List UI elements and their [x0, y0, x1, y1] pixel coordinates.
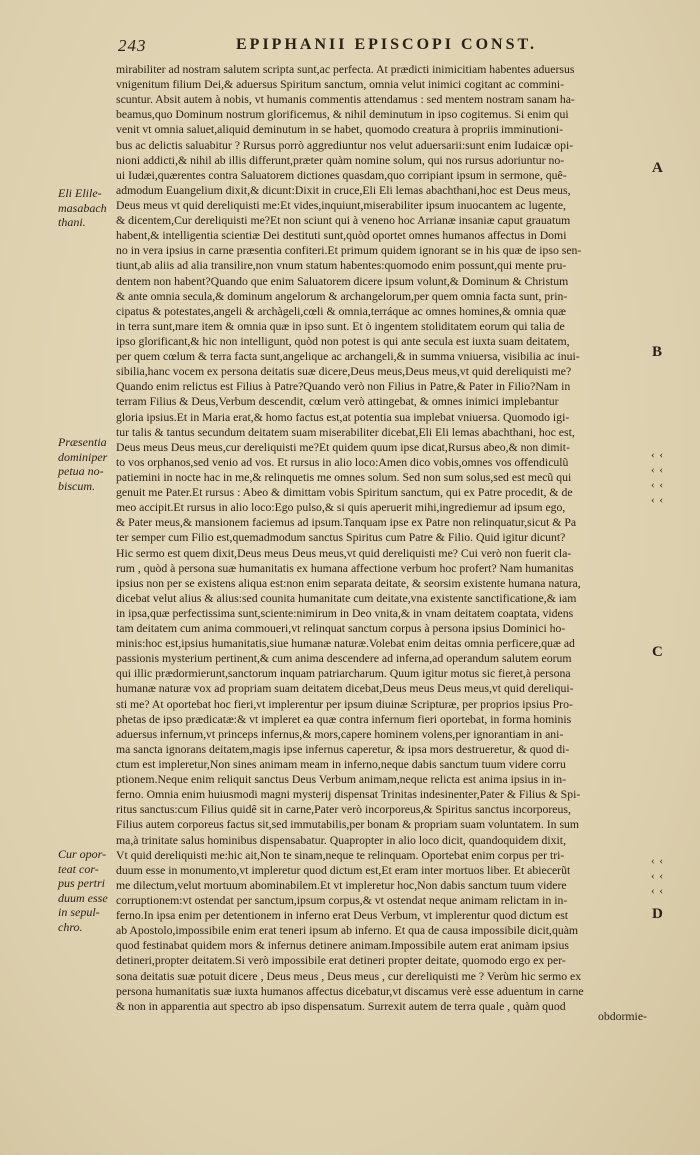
- section-letter-b: B: [652, 344, 663, 360]
- text-line: admodum Euangelium dixit,& dicunt:Dixit in cruce,Eli Eli lemas abachthani,hoc est Deus meus,: [116, 183, 571, 197]
- marginal-note-line: dominiper: [58, 449, 108, 464]
- text-line: ferno. Omnia enim huiusmodi magni mysterij dispensat Trinitas indesinenter,Pater & Filius & Spi-: [116, 788, 581, 802]
- text-line: sona deitatis suæ potuit dicere , Deus meus , Deus meus , cur dereliquisti me ? Verùm hic sermo ex: [116, 969, 582, 983]
- text-line: Vt quid dereliquisti me:hic ait,Non te sinam,neque te relinquam. Oportebat enim corpus per tri-: [116, 848, 565, 862]
- text-line: passionis mysterium pertinent,& cum anima descendere ad inferna,ad operandum salutem eorum: [116, 652, 572, 666]
- text-line: me dilectum,velut mortuum abominabilem.Et vt impleretur hoc,Non dabis sanctum tuum videre: [116, 878, 567, 892]
- text-line: tiunt,ab aliis ad alia transilire,non vnum statum habentes:quomodo enim possunt,qui mente pru-: [116, 259, 567, 273]
- text-line: Filius autem corporeus factus sit,sed immutabilis,per bonam & propriam suam voluntatem. In sum: [116, 818, 580, 832]
- text-line: Quando enim relictus est Filius à Patre?Quando verò non Filius in Patre,& Pater in Filio?Nam in: [116, 380, 571, 394]
- text-line: mirabiliter ad nostram salutem scripta sunt,ac perfecta. At prædicti inimicitiam habentes aduersus: [116, 63, 575, 76]
- text-line: rum , quòd à persona suæ humanitatis ex humana affectione verbum hoc profert? Nam humanitas: [116, 561, 574, 575]
- text-line: tur talis & tantus secundum deitatem suam miserabiliter dicebat,Eli Eli lemas abachthani, hoc est,: [116, 425, 575, 439]
- section-letter-d: D: [652, 906, 663, 922]
- text-line: qui illic prædormierunt,sanctorum inquam patriarcharum. Quum igitur motus sic fieret,à persona: [116, 667, 571, 681]
- text-line: ipso glorificant,& hic non intelligunt, quòd non potest is qui ante secula est iuxta suam deitatem,: [116, 334, 570, 348]
- text-line: terram Filius & Deus,Verbum descendit, cœlum verò attingebat, & omnes inimici implebantur: [116, 395, 559, 409]
- quote-marks-group-2: [651, 854, 664, 899]
- text-line: ui Iudæi,quærentes contra Saluatorem dictiones quasdam,quo corripiant ipsum in sermone, quê-: [116, 168, 567, 182]
- marginal-note-line: thani.: [58, 215, 86, 229]
- text-line: venit vt omnia saluet,aliquid deminutum in se habet, quomodo creatura à propriis imminutioni-: [116, 123, 564, 137]
- text-line: gloria ipsius.Et in Maria erat,& homo factus est,at potentia sua implebat vniuersa. Quomodo igi-: [116, 410, 570, 424]
- marginal-note-line: masabach: [58, 200, 107, 215]
- text-line: & Pater meus,& mansionem faciemus ad ipsum.Tanquam ipse ex Patre non relinquatur,sicut & Pa: [116, 516, 577, 530]
- text-line: genuit me Pater.Et rursus : Abeo & dimittam vobis Spiritum sanctum, qui ex Patre procedit, & de: [116, 486, 573, 500]
- marginal-note-praesentia: [58, 435, 116, 493]
- marginal-note-line: Eli Elile-: [58, 186, 102, 200]
- text-line: ritus sanctus:cum Filius quidê sit in carne,Pater verò incorporeus,& Spiritus sanctus incorporeus,: [116, 803, 571, 817]
- marginal-note-line: petua no-: [58, 464, 104, 478]
- quote-mark: ‹ ‹: [651, 855, 665, 867]
- text-line: meo accipit.Et rursus in alio loco:Ego pulso,& si quis aperuerit mihi,ingrediemur ad ipsum ego,: [116, 501, 566, 515]
- marginal-note-line: biscum.: [58, 478, 95, 493]
- text-line: quod festinabat quidem mors & infernus detinere animam.Impossibile autem erat animam ipsius: [116, 939, 569, 953]
- text-line: Hic sermo est quem dixit,Deus meus Deus meus,vt quid dereliquisti me? Cui verò non fuerit cla-: [116, 546, 572, 560]
- marginal-note-line: pus pertri: [58, 876, 106, 890]
- text-line: ferno.In ipsa enim per detentionem in inferno erat Deus Verbum, vt implerentur quod dictum est: [116, 909, 569, 923]
- section-letter-a: A: [652, 160, 663, 176]
- text-line: patiemini in nocte hac in me,& relinquetis me omnes solum. Sed non sum solus,sed est mecũ qui: [116, 470, 572, 484]
- text-line: Deus meus vt quid dereliquisti me:Et vides,inquiunt,miserabiliter ipsum inuocantem ac lugente,: [116, 198, 566, 212]
- text-line: in terra sunt,mare item & omnia quæ in ipso sunt. Et ò ingentem stoliditatem eorum qui talia de: [116, 319, 565, 333]
- text-line: ptionem.Neque enim reliquit sanctus Deus Verbum animam,neque relicta est anima ipsius in in-: [116, 773, 567, 787]
- marginal-note-eli-eli: [58, 186, 116, 230]
- quote-mark: ‹ ‹: [651, 885, 665, 898]
- text-line: & dicentem,Cur dereliquisti me?Et non sciunt qui à veneno hoc Arrianæ insaniæ caput grauatum: [116, 214, 571, 228]
- marginal-note-line: in sepul-: [58, 905, 100, 919]
- text-line: detineri,propter deitatem.Si verò impossibile erat detineri propter deitate, quomodo ergo ex per-: [116, 954, 566, 968]
- text-line: humanæ naturæ vox ad propriam suam deitatem dicebat,Deus meus Deus meus,vt quid dereliqui-: [116, 682, 574, 696]
- marginal-note-cur-oporteat: [58, 847, 116, 934]
- text-line: phetas de ipso prædicatæ:& vt impleret ea quæ contra infernum fieri oportebat, in forma hominis: [116, 712, 572, 726]
- marginal-note-line: duum esse: [58, 890, 108, 905]
- text-line: no in vera ipsius in carne præsentia confiteri.Et primum quidem ignorant se in his quæ de ipso sen-: [116, 244, 582, 258]
- quote-mark: ‹ ‹: [651, 449, 665, 461]
- quote-mark: ‹ ‹: [651, 870, 665, 883]
- text-line: per quem cœlum & terra facta sunt,angelique ac archangeli,& in summa vniuersa, visibilia ac inui-: [116, 350, 580, 364]
- text-line: sibilia,hanc vocem ex persona deitatis suæ dicere,Deus meus,Deus meus,vt quid dereliquisti me?: [116, 365, 572, 379]
- text-line: dicebat velut alius & alius:sed counita humanitate cum deitate,vna existente sanctificatione,& iam: [116, 591, 577, 605]
- text-line: beamus,quo Dominum nostrum glorificemus, & nihil deminutum in ipso cogitemus. Si enim qui: [116, 108, 569, 122]
- quote-mark: ‹ ‹: [651, 479, 665, 492]
- text-line: bus ac delictis saluabitur ? Rursus porrò aggrediuntur nos velut aduersarii:sunt enim Iudaicæ opi-: [116, 138, 574, 152]
- text-line: aduersus infernum,vt princeps infernus,& mors,capere hominem volens,per ignorantiam in ani-: [116, 727, 564, 741]
- text-line: vnigenitum filium Dei,& aduersus Spiritum sanctum, omnia velut inimici cogitant ac commini-: [116, 78, 565, 92]
- catchword: obdormie-: [598, 1010, 647, 1023]
- body-text: [116, 62, 651, 1014]
- marginal-note-line: teat cor-: [58, 861, 99, 876]
- text-line: sti me? At oportebat hoc fieri,vt implerentur per ipsum diuinæ Scripturæ, per proprios ipsius Pro-: [116, 697, 573, 711]
- marginal-note-line: chro.: [58, 919, 83, 934]
- text-line: & ante omnia secula,& dominum angelorum & archangelorum,per quem omnia facta sunt, prin-: [116, 289, 568, 303]
- text-line: ab Apostolo,impossibile enim erat teneri ipsum ab inferno. Et qua de causa impossibile dicit,quàm: [116, 924, 579, 938]
- text-line: ma,à trinitate salus hominibus dispensabatur. Quapropter in alio loco dicit, quandoquidem dixit,: [116, 833, 567, 847]
- text-line: tam deitatem cum anima commoueri,vt relinquat sanctum corpus à persona ipsius Dominici ho-: [116, 622, 566, 636]
- text-line: to vos orphanos,sed venio ad vos. Et rursus in alio loco:Amen dico vobis,omnes vos offendiculũ: [116, 455, 569, 469]
- text-line: ipsius non per se existens aliqua est:non enim separata deitate, & seorsim existente humana natura,: [116, 576, 581, 590]
- text-line: Deus meus Deus meus,cur dereliquisti me?Et quidem quum ipse dicat,Rursus abeo,& non dimit-: [116, 440, 570, 454]
- text-line: ctum est impleretur,Non sines animam meam in inferno,neque dabis sanctum tuum videre corru: [116, 758, 566, 772]
- marginal-note-line: Cur opor-: [58, 847, 107, 861]
- page-header: [118, 36, 638, 58]
- marginal-note-line: Præsentia: [58, 435, 107, 449]
- text-line: cipatus & potestates,angeli & archàgeli,cœli & omnia,terráque ac omnes homines,& omnia quæ: [116, 304, 566, 318]
- section-letter-c: C: [652, 644, 663, 660]
- quote-mark: ‹ ‹: [651, 464, 665, 477]
- text-line: nioni addicti,& nihil ab illis differunt,præter quàm nomine solum, qui nos rursus adoriuntur no-: [116, 153, 565, 167]
- running-title: EPIPHANII EPISCOPI CONST.: [236, 36, 537, 53]
- text-line: in ipsa,quæ perfectissima sunt,sciente:nimirum in Deo vnita,& in vnam deitatem coaptata, videns: [116, 606, 574, 620]
- page-number: 243: [118, 36, 147, 55]
- text-line: duum esse in monumento,vt impleretur quod dictum est,Et eram inter mortuos liber. Et abiecerũt: [116, 863, 571, 877]
- text-line: habent,& intelligentia scientiæ Dei destituti sunt,quòd oportet omnes humanos affectus in Domi: [116, 229, 567, 243]
- text-line: ma sancta ignorans deitatem,magis ipse infernus caperetur, & ipsa mors destrueretur, & quod di-: [116, 742, 570, 756]
- quote-marks-group-1: [651, 448, 664, 509]
- text-line: minis:hoc est,ipsius humanitatis,siue humanæ naturæ.Volebat enim deitas omnia perficere,quæ ad: [116, 637, 575, 651]
- text-line: corruptionem:vt ostendat per sanctum,ipsum corpus,& vt ostendat neque animam relictam in in-: [116, 894, 568, 908]
- text-line: ter semper cum Filio est,quemadmodum sanctus Spiritus cum Patre & Filio. Quid igitur dicunt?: [116, 531, 566, 545]
- text-line: scuntur. Absit autem à nobis, vt humanis commentis attendamus : sed mentem nostram sanam ha-: [116, 93, 575, 107]
- quote-mark: ‹ ‹: [651, 494, 665, 507]
- text-line: persona humanitatis suæ iuxta humanos affectus dicebatur,vt discamus verè esse aduentum in carne: [116, 984, 584, 998]
- text-line: & non in apparentia aut spectro ab ipso dispensatum. Surrexit autem de terra quale , quàm quod: [116, 999, 566, 1013]
- text-line: dentem non habent?Quando que enim Saluatorem dicere ipsum volunt,& Dominum & Christum: [116, 274, 569, 288]
